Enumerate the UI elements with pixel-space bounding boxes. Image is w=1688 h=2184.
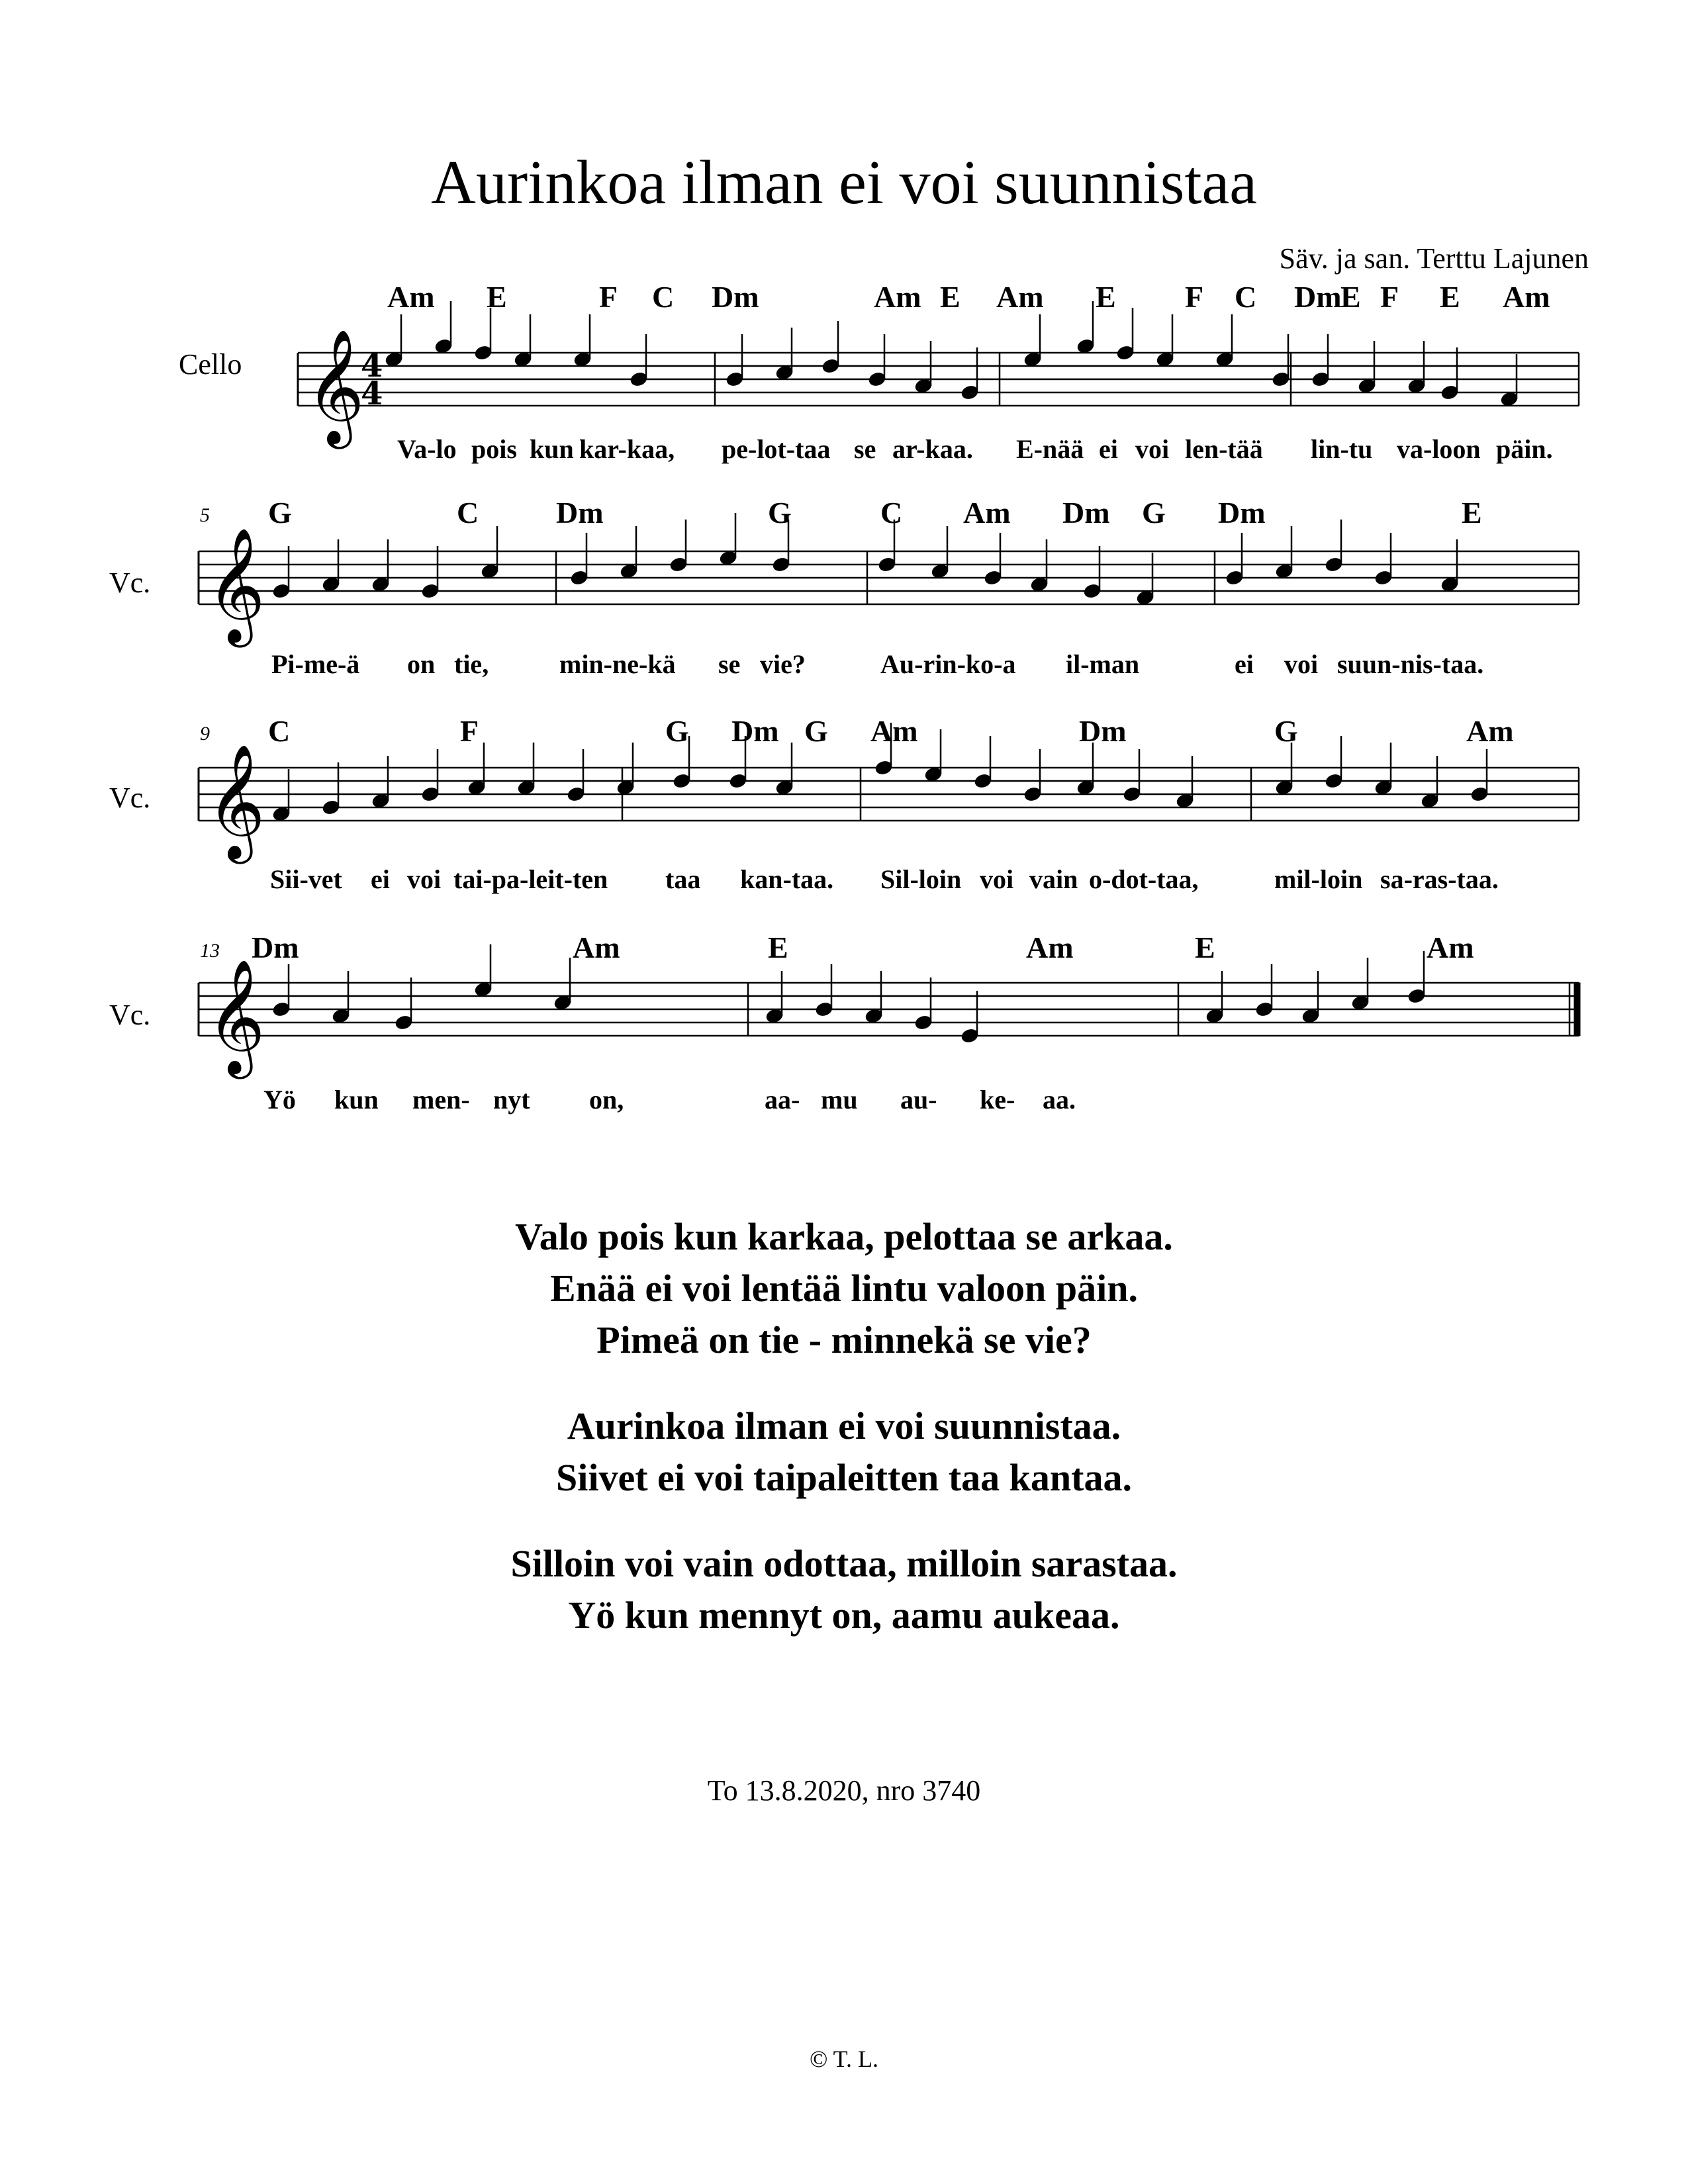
lyric-syllable: va-loon: [1397, 434, 1481, 464]
instrument-name: Vc.: [109, 999, 151, 1031]
chord-symbol: Dm: [1079, 714, 1127, 748]
lyric-syllable: aa.: [1043, 1085, 1076, 1115]
chord-symbol: C: [652, 280, 675, 314]
stanza-line: Valo pois kun karkaa, pelottaa se arkaa.: [515, 1215, 1173, 1258]
chord-symbol: E: [1340, 280, 1361, 314]
lyric-syllable: pois: [471, 434, 517, 464]
lyric-syllable: voi: [980, 864, 1014, 894]
stanza-line: Aurinkoa ilman ei voi suunnistaa.: [567, 1404, 1121, 1447]
chord-symbol: F: [460, 714, 479, 748]
lyric-syllable: ei: [371, 864, 390, 894]
lyric-syllable: il-man: [1066, 649, 1140, 679]
lyric-syllable: mu: [821, 1085, 858, 1115]
chord-symbol: E: [768, 931, 788, 964]
lyric-syllable: men-: [412, 1085, 470, 1115]
page-title: Aurinkoa ilman ei voi suunnistaa: [431, 148, 1257, 217]
lyric-syllable: päin.: [1496, 434, 1553, 464]
lyric-syllable: Sil-loin: [880, 864, 962, 894]
lyric-syllable: se: [854, 434, 876, 464]
lyric-syllable: voi: [407, 864, 442, 894]
lyric-syllable: ei: [1235, 649, 1254, 679]
chord-symbol: C: [1235, 280, 1257, 314]
chord-symbol: F: [1185, 280, 1204, 314]
lyric-syllable: on: [407, 649, 436, 679]
chord-symbol: Dm: [1062, 496, 1110, 529]
chord-symbol: Dm: [712, 280, 759, 314]
lyric-syllable: sa-ras-taa.: [1380, 864, 1499, 894]
chord-symbol: G: [1142, 496, 1166, 529]
chord-symbol: G: [804, 714, 828, 748]
chord-symbol: Dm: [556, 496, 604, 529]
lyric-syllable: on,: [589, 1085, 624, 1115]
lyric-syllable: ar-kaa.: [892, 434, 973, 464]
lyric-syllable: voi: [1135, 434, 1170, 464]
lyric-syllable: ke-: [980, 1085, 1015, 1115]
treble-clef-icon: 𝄞: [207, 527, 265, 643]
chord-symbol: G: [1274, 714, 1298, 748]
measure-number: 5: [200, 504, 210, 526]
chord-symbol: Dm: [252, 931, 299, 964]
chord-symbol: Am: [1427, 931, 1474, 964]
lyric-syllable: aa-: [765, 1085, 800, 1115]
chord-symbol: Am: [387, 280, 435, 314]
chord-symbol: Am: [996, 280, 1044, 314]
lyric-syllable: mil-loin: [1274, 864, 1363, 894]
chord-symbol: G: [665, 714, 689, 748]
lyric-syllable: se: [718, 649, 741, 679]
lyric-syllable: vie?: [760, 649, 806, 679]
lyric-syllable: taa: [665, 864, 701, 894]
lyric-syllable: Yö: [263, 1085, 296, 1115]
chord-symbol: G: [768, 496, 792, 529]
lyric-syllable: pe-lot-taa: [722, 434, 831, 464]
chord-symbol: Am: [874, 280, 921, 314]
lyric-syllable: len-tää: [1185, 434, 1263, 464]
measure-number: 13: [200, 940, 220, 962]
lyric-syllable: suun-nis-taa.: [1337, 649, 1484, 679]
lyric-syllable: min-ne-kä: [559, 649, 676, 679]
date-line: To 13.8.2020, nro 3740: [707, 1774, 981, 1807]
lyric-syllable: kar-kaa,: [579, 434, 675, 464]
chord-symbol: E: [1440, 280, 1460, 314]
measure-number: 9: [200, 723, 210, 745]
instrument-name: Vc.: [109, 782, 151, 814]
treble-clef-icon: 𝄞: [207, 744, 265, 859]
time-signature-bottom: 4: [361, 375, 383, 412]
chord-symbol: C: [268, 714, 291, 748]
chord-symbol: F: [599, 280, 618, 314]
lyric-syllable: vain: [1029, 864, 1078, 894]
lyric-syllable: kun: [334, 1085, 379, 1115]
lyric-syllable: kun: [530, 434, 574, 464]
chord-symbol: Am: [573, 931, 620, 964]
time-signature-top: 4: [361, 347, 383, 385]
chord-symbol: E: [1462, 496, 1482, 529]
chord-symbol: Dm: [1294, 280, 1342, 314]
chord-symbol: C: [880, 496, 903, 529]
chord-symbol: E: [487, 280, 507, 314]
chord-symbol: Am: [870, 714, 918, 748]
treble-clef-icon: 𝄞: [207, 959, 265, 1074]
chord-symbol: Dm: [1218, 496, 1266, 529]
stanza-line: Silloin voi vain odottaa, milloin sarastaa.: [510, 1542, 1178, 1585]
copyright: © T. L.: [809, 2046, 878, 2072]
stanza-line: Enää ei voi lentää lintu valoon päin.: [550, 1267, 1138, 1310]
lyric-syllable: ei: [1099, 434, 1118, 464]
instrument-name: Vc.: [109, 567, 151, 599]
lyric-syllable: Pi-me-ä: [271, 649, 360, 679]
stanza-line: Yö kun mennyt on, aamu aukeaa.: [568, 1594, 1120, 1637]
final-barline: [1574, 983, 1580, 1036]
composer-credit: Säv. ja san. Terttu Lajunen: [1279, 242, 1589, 275]
chord-symbol: F: [1380, 280, 1399, 314]
lyric-syllable: Au-rin-ko-a: [880, 649, 1016, 679]
chord-symbol: C: [457, 496, 479, 529]
chord-symbol: Dm: [731, 714, 779, 748]
lyric-syllable: E-nää: [1016, 434, 1084, 464]
lyric-syllable: o-dot-taa,: [1089, 864, 1199, 894]
chord-symbol: Am: [1466, 714, 1514, 748]
stanza-line: Pimeä on tie - minnekä se vie?: [596, 1318, 1092, 1361]
chord-symbol: E: [1195, 931, 1215, 964]
chord-symbol: G: [268, 496, 292, 529]
lyric-syllable: lin-tu: [1311, 434, 1373, 464]
lyric-syllable: Va-lo: [397, 434, 457, 464]
lyrics-block: [0, 1211, 1688, 1641]
instrument-name: Cello: [179, 348, 242, 381]
lyric-syllable: nyt: [493, 1085, 530, 1115]
chord-symbol: Am: [1026, 931, 1074, 964]
treble-clef-icon: 𝄞: [306, 329, 365, 444]
lyric-syllable: au-: [900, 1085, 937, 1115]
lyric-syllable: Sii-vet: [270, 864, 342, 894]
chord-symbol: Am: [963, 496, 1011, 529]
chord-symbol: E: [940, 280, 961, 314]
chord-symbol: Am: [1503, 280, 1550, 314]
stanza-line: Siivet ei voi taipaleitten taa kantaa.: [556, 1456, 1132, 1499]
lyric-syllable: tai-pa-leit-ten: [453, 864, 608, 894]
lyric-syllable: voi: [1284, 649, 1319, 679]
lyric-syllable: tie,: [454, 649, 489, 679]
chord-symbol: E: [1096, 280, 1116, 314]
lyric-syllable: kan-taa.: [740, 864, 834, 894]
